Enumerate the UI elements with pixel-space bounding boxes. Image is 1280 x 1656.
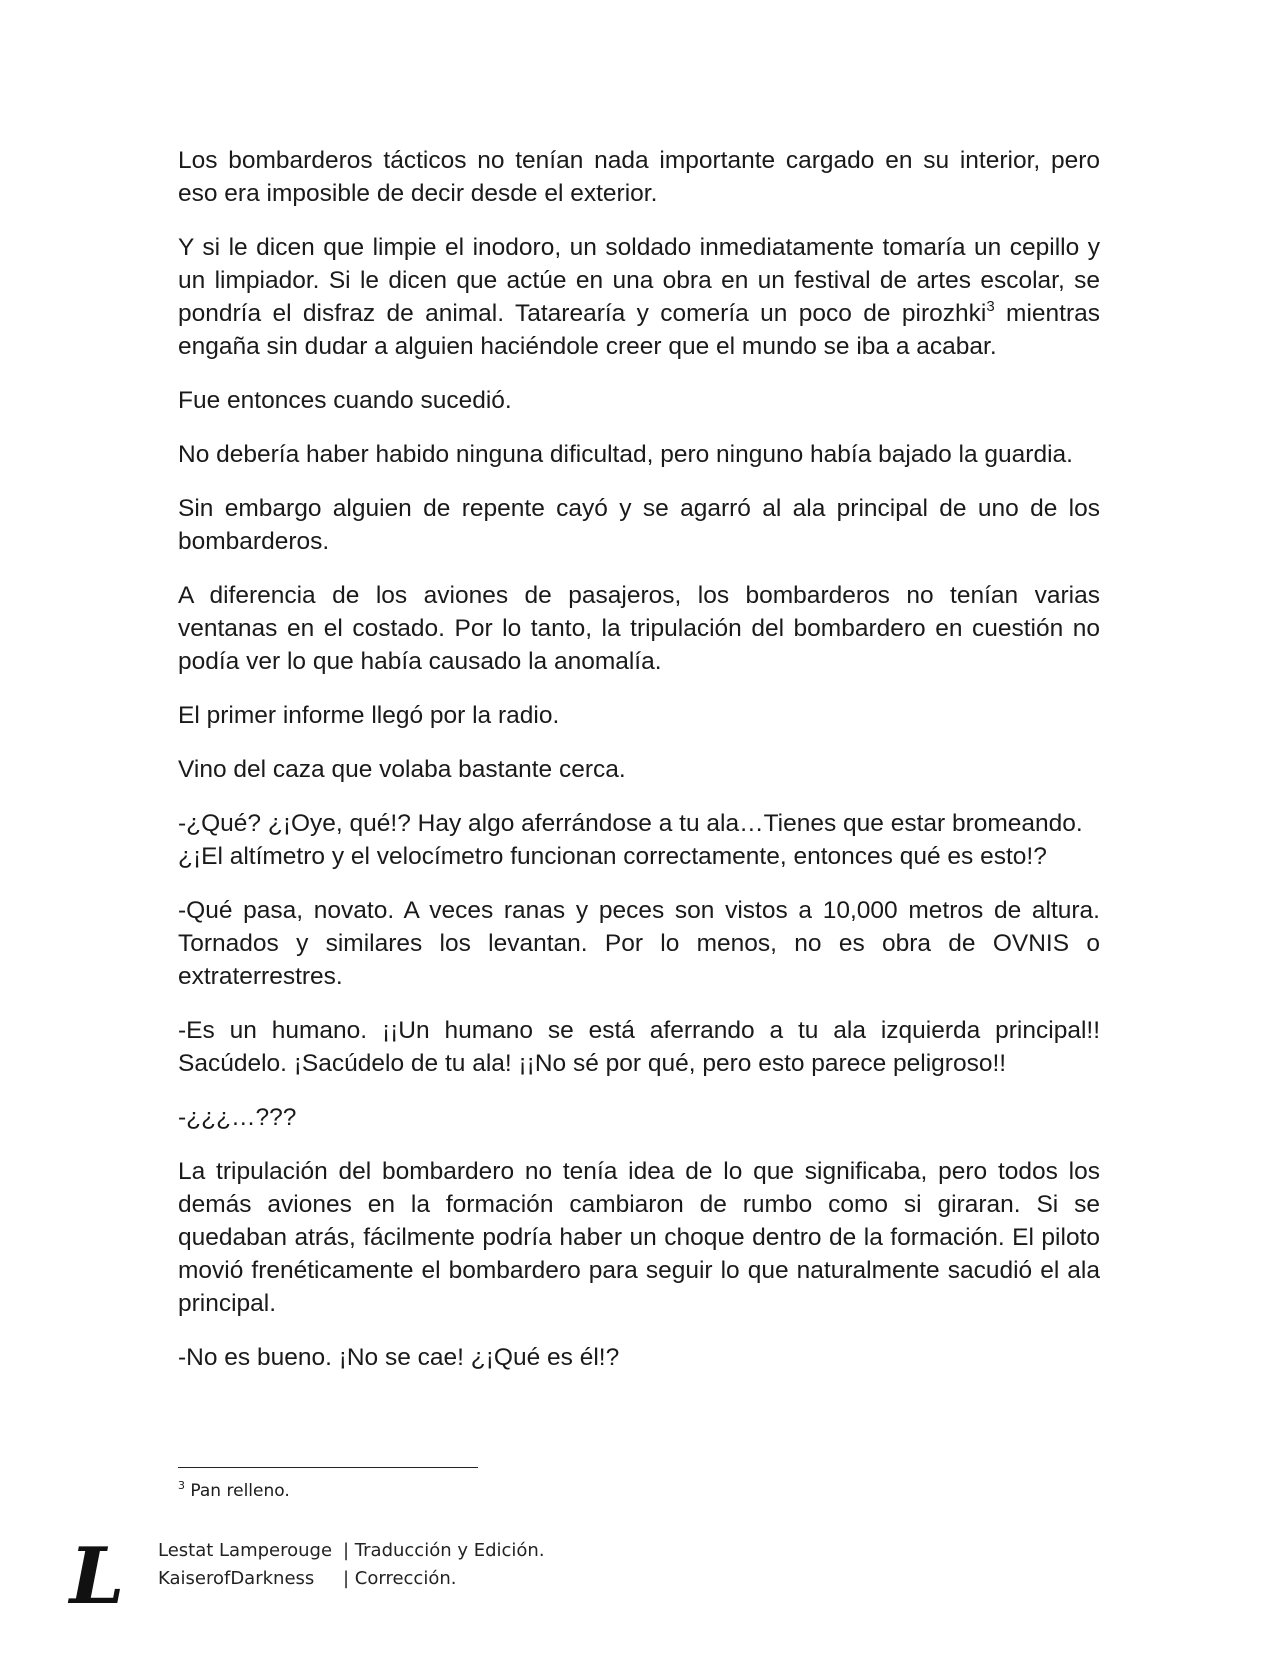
paragraph: Vino del caza que volaba bastante cerca.	[178, 756, 626, 783]
paragraph: Sin embargo alguien de repente cayó y se agarró al ala principal de uno de los bombarderos.	[178, 495, 1100, 555]
credit-row	[158, 1537, 545, 1565]
body-text	[178, 144, 1100, 1395]
paragraph: Fue entonces cuando sucedió.	[178, 387, 512, 414]
credit-role: | Traducción y Edición.	[343, 1540, 545, 1561]
footnote-marker: 3	[178, 1479, 185, 1492]
dialogue-line: -No es bueno. ¡No se cae! ¿¡Qué es él!?	[178, 1344, 620, 1371]
paragraph: El primer informe llegó por la radio.	[178, 702, 560, 729]
footnote-reference[interactable]: 3	[986, 298, 995, 315]
dialogue-line: -Es un humano. ¡¡Un humano se está aferrando a tu ala izquierda principal!! Sacúdelo. ¡Sacúdelo de tu ala! ¡¡No sé por qué, pero esto parece peligroso!!	[178, 1017, 1100, 1077]
footnote	[178, 1479, 290, 1503]
paragraph: La tripulación del bombardero no tenía idea de lo que significaba, pero todos los demás aviones en la formación cambiaron de rumbo como si giraran. Si se quedaban atrás, fácilmente podría haber un choque dentro de la formación. El piloto movió frenéticamente el bombardero para seguir lo que naturalmente sacudió el ala principal.	[178, 1158, 1100, 1317]
paragraph	[178, 231, 1100, 363]
footnote-text: Pan relleno.	[190, 1481, 290, 1501]
credit-role: | Corrección.	[343, 1568, 457, 1589]
dialogue-line: -¿Qué? ¿¡Oye, qué!? Hay algo aferrándose a tu ala…Tienes que estar bromeando. ¿¡El altímetro y el velocímetro funcionan correctamente, entonces qué es esto!?	[178, 810, 1083, 870]
footer-credits	[158, 1537, 545, 1593]
paragraph-text: Y si le dicen que limpie el inodoro, un soldado inmediatamente tomaría un cepillo y un limpiador. Si le dicen que actúe en una obra en un festival de artes escolar, se pondría el disfraz de animal. Tatarearía y comería un poco de pirozhki	[178, 234, 1100, 327]
dialogue-line: -Qué pasa, novato. A veces ranas y peces son vistos a 10,000 metros de altura. Tornados y similares los levantan. Por lo menos, no es obra de OVNIS o extraterrestres.	[178, 897, 1100, 990]
credit-name: KaiserofDarkness	[158, 1568, 315, 1589]
footnote-separator	[178, 1467, 478, 1468]
paragraph: Los bombarderos tácticos no tenían nada importante cargado en su interior, pero eso era imposible de decir desde el exterior.	[178, 147, 1100, 207]
translator-logo: L	[69, 1531, 125, 1622]
credit-row	[158, 1565, 545, 1593]
dialogue-line: -¿¿¿…???	[178, 1104, 297, 1131]
paragraph-text: mientras engaña sin dudar a alguien haciéndole creer que el mundo se iba a acabar.	[178, 300, 1100, 360]
paragraph: No debería haber habido ninguna dificultad, pero ninguno había bajado la guardia.	[178, 441, 1073, 468]
paragraph: A diferencia de los aviones de pasajeros, los bombarderos no tenían varias ventanas en el costado. Por lo tanto, la tripulación del bombardero en cuestión no podía ver lo que había causado la anomalía.	[178, 582, 1100, 675]
credit-name: Lestat Lamperouge	[158, 1540, 333, 1561]
